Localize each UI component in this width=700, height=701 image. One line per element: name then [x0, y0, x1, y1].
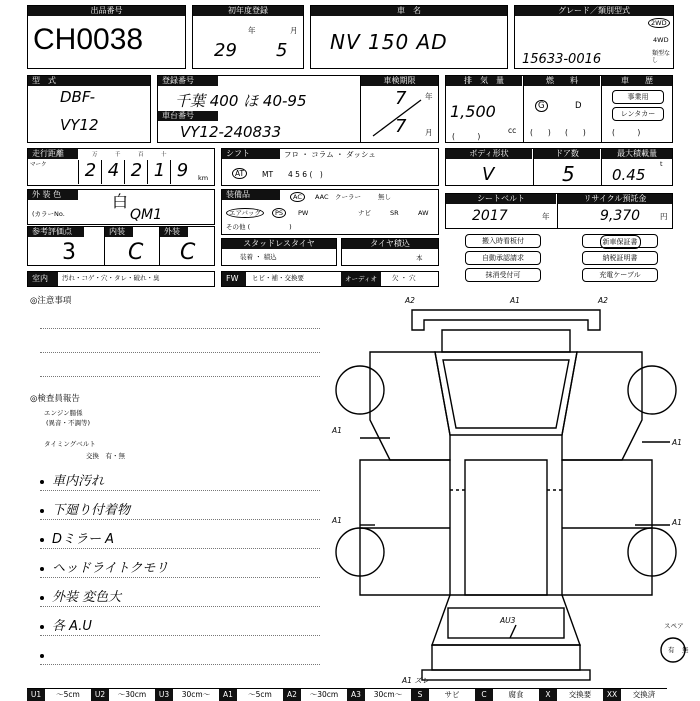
- mileage-digit: 2: [124, 160, 148, 184]
- exterior-score: C: [180, 240, 196, 265]
- legend-code: A2: [283, 689, 301, 701]
- remark-bullet: [40, 654, 44, 658]
- legend-code: S: [411, 689, 429, 701]
- legend-desc: 交換済: [632, 690, 656, 699]
- remark-bullet: [40, 567, 44, 571]
- displacement-unit: cc: [508, 126, 517, 135]
- first-reg-year-unit: 年: [248, 26, 256, 35]
- eval-value: 3: [62, 240, 76, 265]
- seatbelt-value: 2017: [472, 208, 508, 224]
- legend-desc: 腐食: [508, 690, 524, 699]
- grade-value: 15633-0016: [522, 52, 602, 67]
- color-code-label: (カラーNo.: [32, 210, 65, 218]
- model-value: NV 150 AD: [330, 30, 448, 54]
- mark-rear: [510, 625, 516, 638]
- recycle-label: リサイクル預託金: [558, 194, 672, 204]
- shift-mt: MT: [262, 170, 274, 179]
- diag-a1-left-rear: A1: [332, 516, 342, 525]
- windshield-outline: [435, 352, 577, 435]
- fuel-g: G: [535, 100, 548, 112]
- fw-items: ヒビ・補・交換要: [252, 274, 304, 282]
- diag-a1-right-rear: A1: [672, 518, 682, 527]
- shift-at: AT: [232, 168, 247, 179]
- inspection-month-unit: 月: [425, 128, 433, 137]
- fw-label: FW: [222, 272, 246, 286]
- seatbelt-label: シートベルト: [446, 194, 556, 204]
- diag-a2-right: A2: [598, 296, 608, 305]
- chassis-value: VY12-240833: [180, 123, 282, 141]
- fuel-label: 燃 料: [524, 76, 600, 86]
- lot-number: CH0038: [33, 23, 144, 56]
- doc-5: 抹消受付可: [465, 268, 541, 282]
- legend-code: C: [475, 689, 493, 701]
- roof-outline: [442, 330, 570, 352]
- tire-label: タイヤ積込: [342, 239, 438, 249]
- remark-line: [40, 490, 320, 491]
- grade-note: 類型なし: [652, 50, 671, 64]
- remark-line: [40, 577, 320, 578]
- equip-navi: ナビ: [358, 209, 371, 217]
- equip-airbag: エアバッグ: [226, 208, 264, 218]
- displacement-paren: ( ): [452, 132, 481, 141]
- engine-sub: (異音・不調等): [46, 419, 91, 427]
- legend-code: A3: [347, 689, 365, 701]
- mileage-sub: マーク: [30, 162, 47, 168]
- remark-line: [40, 606, 320, 607]
- right-body-outline: [562, 352, 642, 460]
- remark-bullet: [40, 596, 44, 600]
- eval-label: 参考評価点: [28, 227, 84, 237]
- interior-score-label: 内装: [105, 227, 133, 237]
- diag-a1-top: A1: [510, 296, 520, 305]
- vehicle-use-label: 車 歴: [602, 76, 672, 86]
- legend-desc: 交換要: [568, 690, 592, 699]
- recycle-unit: 円: [660, 212, 668, 221]
- remark-bullet: [40, 538, 44, 542]
- equipment-label: 装備品: [222, 190, 280, 200]
- spare-ari: 有: [668, 646, 675, 654]
- remark-line: [40, 664, 320, 665]
- recycle-value: 9,370: [600, 208, 641, 224]
- legend-desc: ～5cm: [248, 690, 272, 699]
- remark-bullet: [40, 625, 44, 629]
- legend-code: U3: [155, 689, 173, 701]
- mileage-digit: 4: [101, 160, 125, 184]
- vehicle-use-opt1: 事業用: [612, 90, 664, 104]
- studless-opts: 装着 ・ 積込: [240, 253, 277, 261]
- notes-label: ◎注意事項: [30, 296, 72, 306]
- interior-row-items: 汚れ・コゲ・穴・タレ・破れ・臭: [62, 274, 160, 282]
- body-shape-label: ボディ形状: [446, 149, 532, 159]
- drive-4wd: 4WD: [653, 36, 669, 44]
- first-reg-year: 29: [214, 40, 237, 61]
- doc-4: 納税証明書: [582, 251, 658, 265]
- vehicle-use-opt2: レンタカー: [612, 107, 664, 121]
- fuel-d: D: [575, 101, 582, 111]
- type-label: 型 式: [28, 76, 150, 86]
- fuel-paren1: ( ): [530, 128, 551, 137]
- legend-code: U2: [91, 689, 109, 701]
- inspection-strike: [361, 86, 438, 142]
- exterior-score-label: 外装: [160, 227, 188, 237]
- doc-3: 自動承認請求: [465, 251, 541, 265]
- note-line-1: [40, 328, 320, 329]
- tire-unit: 本: [416, 254, 423, 262]
- timing-exchange: 交換 有・無: [86, 452, 125, 460]
- registration-label: 登録番号: [158, 76, 218, 86]
- max-load-value: 0.45: [612, 166, 646, 184]
- audio-label: オーディオ: [341, 272, 381, 286]
- remark-line: [40, 635, 320, 636]
- remark-line: [40, 519, 320, 520]
- equip-aw: AW: [418, 209, 429, 217]
- drive-2wd: 2WD: [648, 18, 670, 28]
- remark-text: Dミラー A: [52, 532, 115, 547]
- registration-value: 千葉 400 ほ 40-95: [175, 92, 307, 110]
- note-line-3: [40, 376, 320, 377]
- doors-value: 5: [562, 162, 575, 186]
- legend-code: U1: [27, 689, 45, 701]
- inspection-year-unit: 年: [425, 92, 433, 101]
- audio-items: 欠 ・ 穴: [392, 274, 416, 282]
- color-label: 外 装 色: [28, 190, 78, 200]
- equip-pw: PW: [298, 209, 309, 217]
- doc-1: 搬入時看板付: [465, 234, 541, 248]
- legend-code: A1: [219, 689, 237, 701]
- remark-text: ヘッドライトクモリ: [52, 561, 169, 576]
- inspection-label: 車検期限: [361, 76, 438, 86]
- equip-ps: PS: [272, 208, 286, 218]
- engine-label: エンジン腸係: [44, 409, 83, 417]
- damage-legend: [27, 688, 667, 701]
- wheel-front-left: [336, 366, 384, 414]
- diag-au3: AU3: [500, 616, 516, 625]
- max-load-unit: t: [660, 160, 663, 168]
- equip-cooler: クーラー: [335, 193, 361, 201]
- legend-desc: ～30cm: [309, 690, 339, 699]
- legend-desc: ～5cm: [56, 690, 80, 699]
- grade-label: グレード／類別型式: [515, 6, 673, 16]
- equip-aac: AAC: [315, 193, 329, 201]
- seatbelt-unit: 年: [542, 212, 550, 221]
- note-line-2: [40, 352, 320, 353]
- legend-desc: ～30cm: [117, 690, 147, 699]
- vehicle-use-paren: ( ): [612, 128, 641, 137]
- first-reg-label: 初年度登録: [193, 6, 303, 16]
- displacement-label: 排 気 量: [446, 76, 522, 86]
- mileage-unit: km: [198, 174, 209, 182]
- mileage-place: 万: [92, 152, 98, 158]
- doors-label: ドア数: [534, 149, 600, 159]
- shift-gears: 4 5 6 ( ): [288, 170, 323, 179]
- legend-desc: 30cm～: [181, 690, 211, 699]
- remark-line: [40, 548, 320, 549]
- mileage-place: 百: [138, 152, 144, 158]
- model-label: 車 名: [311, 6, 507, 16]
- legend-desc: サビ: [444, 690, 460, 699]
- mileage-label: 走行距離: [28, 149, 78, 159]
- rear-bumper: [422, 670, 590, 680]
- equip-ac: AC: [290, 192, 305, 202]
- spare-label: スペア: [664, 622, 684, 630]
- fuel-paren2: ( ): [565, 128, 586, 137]
- lot-label: 出品番号: [28, 6, 185, 16]
- legend-code: XX: [603, 689, 621, 701]
- vehicle-diagram: [330, 290, 700, 690]
- legend-desc: 30cm～: [373, 690, 403, 699]
- type-line2: VY12: [60, 116, 99, 134]
- windshield-inner: [443, 360, 569, 428]
- center-body-outline: [465, 460, 547, 595]
- chassis-label: 車台番号: [158, 111, 218, 121]
- first-reg-month: 5: [276, 40, 288, 61]
- inspector-label: ◎検査員報告: [30, 394, 80, 404]
- remark-text: 下廻り付着物: [52, 503, 131, 518]
- doc-6: 充電ケーブル: [582, 268, 658, 282]
- equip-sr: SR: [390, 209, 399, 217]
- studless-label: スタッドレスタイヤ: [222, 239, 336, 249]
- mileage-digit: 9: [170, 160, 194, 184]
- wheel-front-right: [628, 366, 676, 414]
- interior-score: C: [128, 240, 144, 265]
- remark-bullet: [40, 509, 44, 513]
- remark-text: 各 A.U: [52, 619, 92, 634]
- mileage-digit: 2: [78, 160, 102, 184]
- timing-label: タイミングベルト: [44, 440, 96, 448]
- interior-row-label: 室内: [28, 272, 58, 286]
- remark-text: 外装 変色大: [52, 590, 122, 605]
- diag-a1-right-front: A1: [672, 438, 682, 447]
- legend-code: X: [539, 689, 557, 701]
- remark-text: 車内汚れ: [52, 474, 105, 489]
- tailgate-outline: [432, 645, 580, 670]
- equip-other: その他 ( ): [226, 223, 292, 231]
- inspection-year: 7: [395, 88, 407, 109]
- diag-a1-left-front: A1: [332, 426, 342, 435]
- shift-label: シフト: [222, 149, 280, 159]
- doc-2: 新車保証書: [582, 234, 658, 248]
- type-line1: DBF-: [60, 88, 96, 106]
- mileage-place: 十: [161, 152, 167, 158]
- diag-a2-left: A2: [405, 296, 415, 305]
- color-code: QM1: [130, 207, 163, 223]
- first-reg-month-unit: 月: [290, 26, 298, 35]
- spare-nashi: 無: [682, 646, 689, 654]
- inspection-month: 7: [395, 116, 407, 137]
- max-load-label: 最大積載量: [602, 149, 672, 159]
- shift-row1: フロ ・ コラム ・ ダッシュ: [284, 150, 376, 159]
- front-bumper-outline: [412, 310, 600, 330]
- mileage-place: 千: [115, 152, 121, 158]
- body-shape-value: V: [482, 164, 495, 185]
- remark-bullet: [40, 480, 44, 484]
- equip-none: 無し: [378, 193, 391, 201]
- diag-a1-zure: A1 ズレ: [402, 676, 430, 685]
- mileage-digit: 1: [147, 160, 171, 184]
- color-value: 白: [112, 192, 129, 211]
- displacement-value: 1,500: [450, 102, 496, 121]
- left-body-outline: [370, 352, 450, 460]
